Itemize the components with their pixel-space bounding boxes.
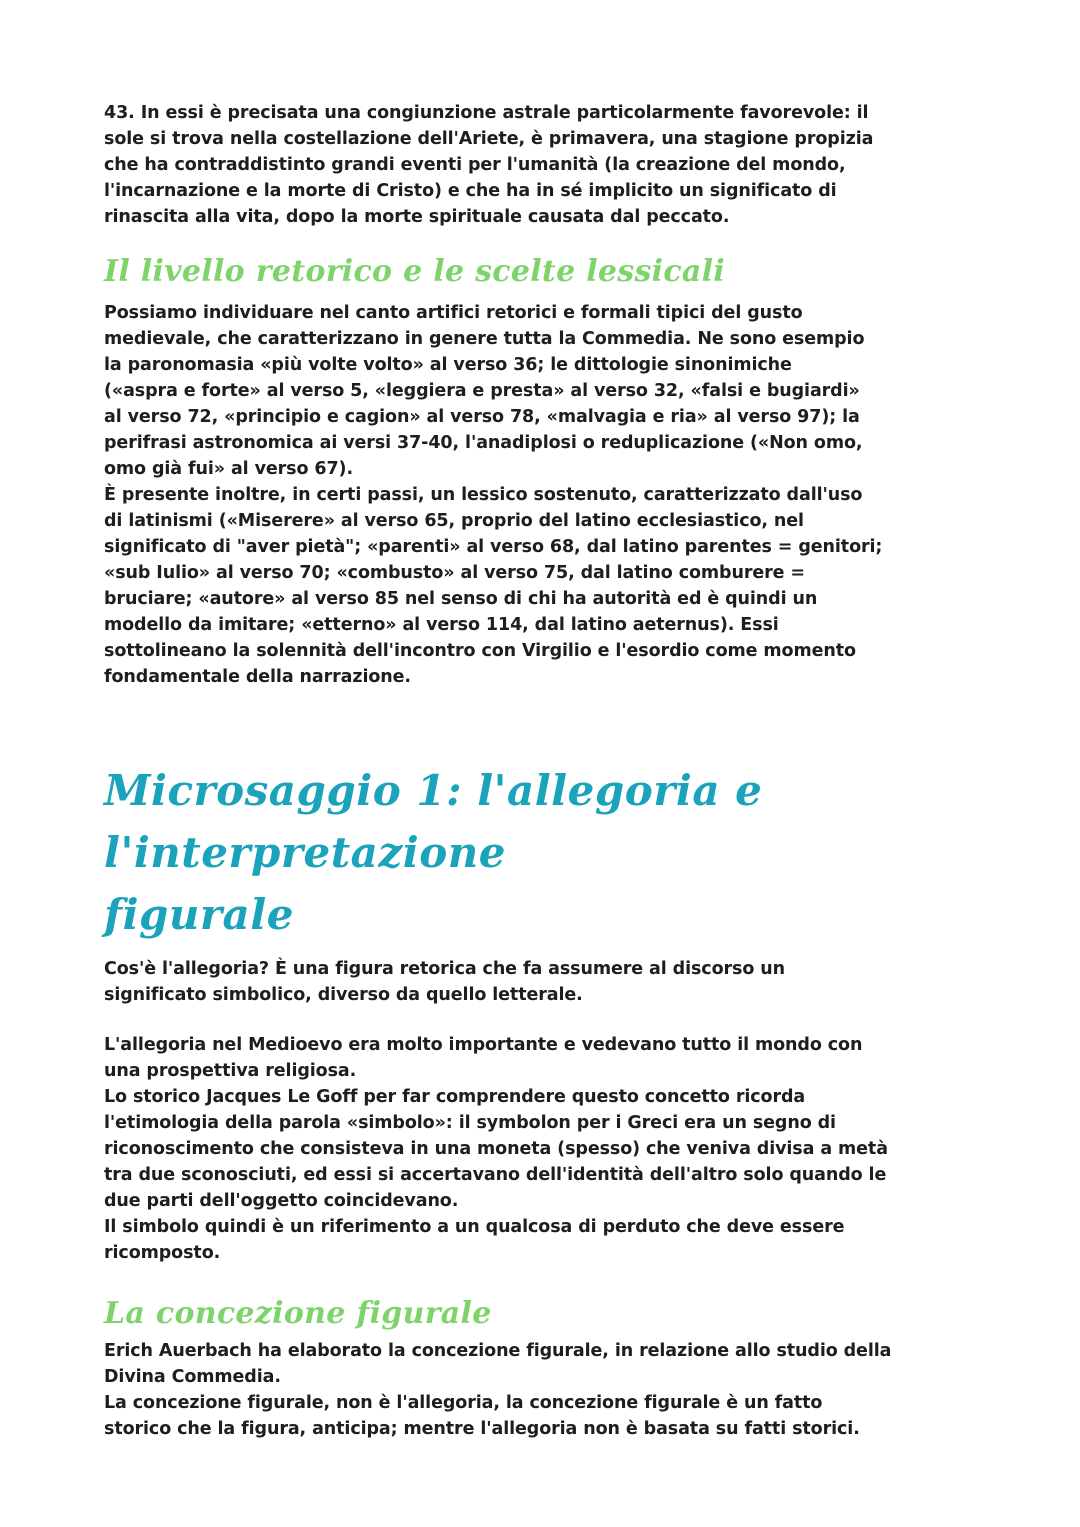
microsaggio-paragraph-1: Cos'è l'allegoria? È una figura retorica che fa assumere al discorso un significato simbolico, diverso da quello letterale. <box>104 959 785 1005</box>
figural-section-paragraph: Erich Auerbach ha elaborato la concezione figurale, in relazione allo studio della Divina Commedia. La concezione figurale, non è l'allegoria, la concezione figurale è un fatto storico che la figura, anticipa; mentre l'allegoria non è basata su fatti storici. <box>104 1341 892 1439</box>
microsaggio-paragraph-2: L'allegoria nel Medioevo era molto importante e vedevano tutto il mondo con una prospettiva religiosa. Lo storico Jacques Le Goff per far comprendere questo concetto ricorda l'etimologia della parola «simbolo»: il symbolon per i Greci era un segno di riconoscimento che consisteva in una moneta (spesso) che veniva divisa a metà tra due sconosciuti, ed essi si accertavano dell'identità dell'altro solo quando le due parti dell'oggetto coincidevano. Il simbolo quindi è un riferimento a un qualcosa di perduto che deve essere ricomposto. <box>104 1035 888 1263</box>
rhetoric-section-paragraph: Possiamo individuare nel canto artifici retorici e formali tipici del gusto medievale, che caratterizzano in genere tutta la Commedia. Ne sono esempio la paronomasia «più volte volto» al verso 36; le dittologie sinonimiche («aspra e forte» al verso 5, «leggiera e presta» al verso 32, «falsi e bugiardi» al verso 72, «principio e cagion» al verso 78, «malvagia e ria» al verso 97); la perifrasi astronomica ai versi 37-40, l'anadiplosi o reduplicazione («Non omo, omo già fui» al verso 67). È presente inoltre, in certi passi, un lessico sostenuto, caratterizzato dall'uso di latinismi («Miserere» al verso 65, proprio del latino ecclesiastico, nel significato di "aver pietà"; «parenti» al verso 68, dal latino parentes = genitori; «sub Iulio» al verso 70; «combusto» al verso 75, dal latino comburere = bruciare; «autore» al verso 85 nel senso di chi ha autorità ed è quindi un modello da imitare; «etterno» al verso 114, dal latino aeternus). Essi sottolineano la solennità dell'incontro con Virgilio e l'esordio come momento fondamentale della narrazione. <box>104 303 883 687</box>
document-page <box>104 100 984 1442</box>
microsaggio-title-line1: Microsaggio 1: l'allegoria e l'interpretazione <box>104 766 763 877</box>
microsaggio-title-line2: figurale <box>104 890 294 939</box>
figural-section-heading: La concezione figurale <box>104 1296 492 1331</box>
intro-paragraph: 43. In essi è precisata una congiunzione astrale particolarmente favorevole: il sole si trova nella costellazione dell'Ariete, è primavera, una stagione propizia che ha contraddistinto grandi eventi per l'umanità (la creazione del mondo, l'incarnazione e la morte di Cristo) e che ha in sé implicito un significato di rinascita alla vita, dopo la morte spirituale causata dal peccato. <box>104 103 874 227</box>
rhetoric-section-heading: Il livello retorico e le scelte lessicali <box>104 254 726 289</box>
